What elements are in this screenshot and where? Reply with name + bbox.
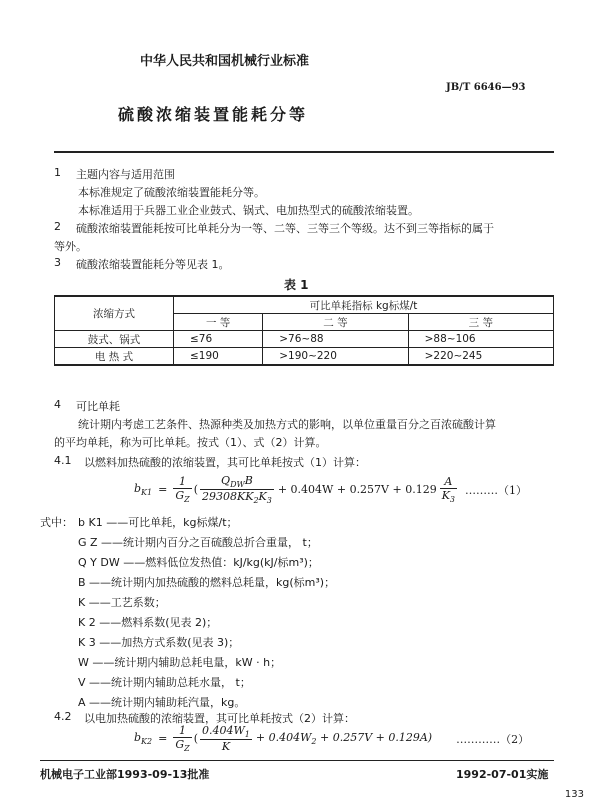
section-1-para-1: 本标准规定了硫酸浓缩装置能耗分等。: [78, 186, 265, 199]
eq1-steam-fraction: $\frac{A}{K_3}$: [441, 475, 456, 505]
standard-code: JB/T 6646—93: [446, 82, 526, 93]
eq2-tag: …………（2）: [456, 732, 530, 746]
definition-item: A ——统计期内辅助耗汽量，kg。: [78, 696, 246, 709]
table-cell-value: ≤190: [174, 348, 263, 366]
section-2-line-2: 等外。: [54, 240, 87, 253]
eq1-main-fraction: $\frac{Q_{DW}B}{29308KK_2K_3}$: [202, 474, 272, 506]
section-2-number: 2: [54, 220, 61, 233]
definition-item: G Z ——统计期内百分之百硫酸总折合重量， t；: [78, 536, 318, 549]
table-cell-value: >190~220: [263, 348, 408, 366]
definition-item: K ——工艺系数；: [78, 596, 166, 609]
org-title: 中华人民共和国机械行业标准: [140, 54, 310, 69]
section-4-2-number: 4.2: [54, 710, 72, 723]
definition-item: W ——统计期内辅助总耗电量，kW · h；: [78, 656, 282, 669]
section-4-para-line-2: 的平均单耗，称为可比单耗。按式（1）、式（2）计算。: [54, 436, 327, 449]
table-row: [55, 331, 554, 348]
definition-item: V ——统计期内辅助总耗水量， t；: [78, 676, 251, 689]
eq1-middle-terms: + 0.404W + 0.257V + 0.129: [277, 483, 437, 497]
footer-approval: 机械电子工业部1993-09-13批准: [40, 768, 210, 781]
table-header-method: 浓缩方式: [55, 296, 174, 331]
definition-item: K 3 ——加热方式系数(见表 3)；: [78, 636, 240, 649]
table-cell-value: ≤76: [174, 331, 263, 348]
section-4-1-number: 4.1: [54, 454, 72, 467]
header-rule: [54, 151, 554, 153]
table-1-caption: 表 1: [284, 278, 309, 292]
eq2-main-fraction: $\frac{0.404W_1}{K}$: [202, 724, 250, 754]
section-3-number: 3: [54, 256, 61, 269]
eq2-tail-terms: + $0.404W_2 + 0.257V + 0.129A$): [255, 731, 433, 747]
eq1-tag: ………（1）: [465, 483, 528, 497]
table-cell-value: >88~106: [408, 331, 553, 348]
section-1-heading: 主题内容与适用范围: [76, 168, 175, 181]
section-4-2-text: 以电加热硫酸的浓缩装置，其可比单耗按式（2）计算：: [84, 712, 355, 725]
equation-2: $b_{K2}$ = $\frac{1}{G_Z}$ ( $\frac{0.404W_1}{K}$ + $0.404W_2 + 0.257V + 0.129A$) …………（2）: [134, 724, 530, 754]
table-header-grade-1: 一 等: [174, 314, 263, 331]
table-cell-method: 鼓式、锅式: [55, 331, 174, 348]
eq2-coeff-fraction: $\frac{1}{G_Z}$: [175, 724, 190, 754]
eq2-lhs: $b_{K2}$: [134, 731, 153, 747]
table-1: [54, 295, 554, 366]
page-number: 133: [564, 789, 584, 800]
footer-rule: [40, 760, 554, 761]
footer-effective: 1992-07-01实施: [456, 768, 549, 781]
table-cell-value: >76~88: [263, 331, 408, 348]
section-4-1-text: 以燃料加热硫酸的浓缩装置，其可比单耗按式（1）计算：: [84, 456, 366, 469]
section-1-number: 1: [54, 166, 61, 179]
definition-item: Q Y DW ——燃料低位发热值：kJ/kg(kJ/标m³)；: [78, 556, 319, 569]
section-4-heading: 可比单耗: [76, 400, 120, 413]
table-cell-method: 电 热 式: [55, 348, 174, 366]
eq1-lhs: $b_{K1}$: [134, 482, 153, 498]
definition-item: K 2 ——燃料系数(见表 2)；: [78, 616, 218, 629]
table-header-grade-3: 三 等: [408, 314, 553, 331]
table-row: [55, 348, 554, 366]
definition-item: B ——统计期内加热硫酸的燃料总耗量，kg(标m³)；: [78, 576, 336, 589]
section-4-para-line-1: 统计期内考虑工艺条件、热源种类及加热方式的影响，以单位重量百分之百浓硫酸计算: [78, 418, 496, 431]
section-4-number: 4: [54, 398, 61, 411]
table-cell-value: >220~245: [408, 348, 553, 366]
section-1-para-2: 本标准适用于兵器工业企业鼓式、锅式、电加热型式的硫酸浓缩装置。: [78, 204, 419, 217]
section-3-text: 硫酸浓缩装置能耗分等见表 1。: [76, 258, 230, 271]
section-2-line-1: 硫酸浓缩装置能耗按可比单耗分为一等、二等、三等三个等级。达不到三等指标的属于: [76, 222, 494, 235]
eq1-coeff-fraction: $\frac{1}{G_Z}$: [175, 475, 190, 505]
definitions-intro: 式中：: [40, 516, 73, 529]
equation-1: $b_{K1}$ = $\frac{1}{G_Z}$ ( $\frac{Q_{DW}B}{29308KK_2K_3}$ + 0.404W + 0.257V + 0.129 $\frac{A}{K_3}$ ………（1）: [134, 474, 528, 506]
definition-item: b K1 ——可比单耗，kg标煤/t；: [78, 516, 238, 529]
doc-title: 硫酸浓缩装置能耗分等: [118, 105, 309, 124]
table-header-grade-2: 二 等: [263, 314, 408, 331]
table-header-group: 可比单耗指标 kg标煤/t: [174, 296, 554, 314]
